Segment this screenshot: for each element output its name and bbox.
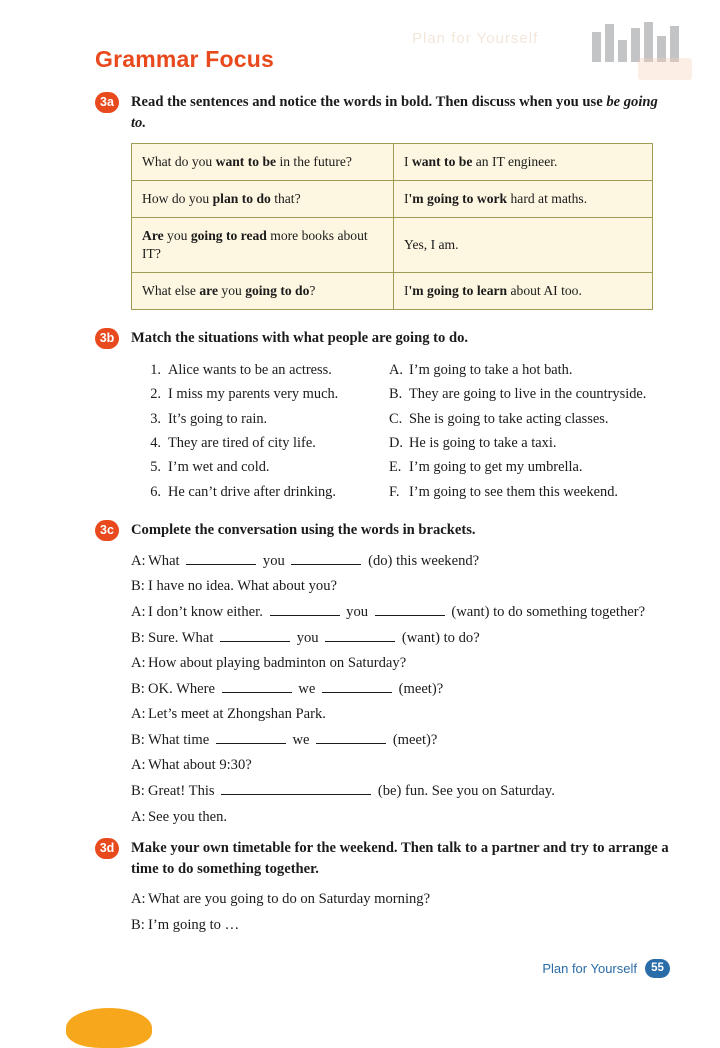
a-post: hard at maths. — [507, 191, 588, 207]
line-part: What — [148, 552, 184, 569]
list-item — [139, 382, 389, 406]
line-part: we — [294, 680, 319, 697]
speaker-label: A: — [131, 655, 146, 672]
a-pre: I — [404, 283, 409, 299]
item-number: 5. — [150, 459, 161, 476]
decorative-faint-text: Plan for Yourself — [412, 30, 539, 47]
speaker-label: A: — [131, 706, 146, 723]
qa-table-3a — [131, 143, 653, 310]
a-bold: 'm going to work — [408, 191, 508, 207]
table-row — [132, 181, 653, 218]
footer-unit-label: Plan for Yourself — [542, 961, 637, 976]
q-bold: are — [199, 283, 218, 299]
page-number-badge: 55 — [645, 959, 670, 978]
a-pre: I — [404, 154, 412, 170]
section-tag-3a: 3a — [95, 92, 119, 113]
item-text: He is going to take a taxi. — [409, 434, 557, 451]
section-tag-3b: 3b — [95, 328, 119, 349]
item-text: They are going to live in the countryside. — [409, 386, 647, 403]
match-right-column — [389, 358, 719, 504]
q-bold: want to be — [215, 154, 277, 170]
item-letter: F. — [389, 483, 400, 500]
q-bold: Are — [142, 228, 164, 244]
line-part: (want) to do something together? — [447, 603, 646, 620]
table-row — [132, 144, 653, 181]
conversation-line — [131, 549, 670, 575]
q-mid: you — [163, 228, 191, 244]
q-mid: you — [218, 283, 246, 299]
table-row — [132, 273, 653, 310]
item-letter: A. — [389, 361, 403, 378]
list-item — [389, 407, 719, 431]
q-post: that? — [270, 191, 301, 207]
line-part: Sure. What — [148, 629, 218, 646]
section-3b — [95, 328, 670, 510]
line-part: Great! This — [148, 783, 219, 800]
answer-blank[interactable] — [222, 679, 292, 693]
conversation-line — [131, 677, 670, 703]
line-part: I’m going to … — [148, 917, 240, 934]
conversation-line — [131, 651, 670, 677]
instruction-3a-text: Read the sentences and notice the words in bold. Then discuss when you use — [131, 94, 607, 110]
table-cell-question — [132, 273, 394, 310]
line-part: Let’s meet at Zhongshan Park. — [148, 706, 326, 723]
conversation-line — [131, 728, 670, 754]
list-item — [389, 382, 719, 406]
speaker-label: A: — [131, 808, 146, 825]
decorative-bars-icon — [592, 22, 684, 62]
instruction-3c: Complete the conversation using the words in brackets. — [131, 522, 476, 538]
item-text: I’m going to take a hot bath. — [409, 361, 573, 378]
conversation-3d — [131, 887, 670, 938]
answer-blank[interactable] — [291, 551, 361, 565]
line-part: What about 9:30? — [148, 757, 252, 774]
a-pre: I — [404, 191, 409, 207]
line-part: OK. Where — [148, 680, 219, 697]
q-post: in the future? — [276, 154, 352, 170]
item-number: 2. — [150, 386, 161, 403]
speaker-label: A: — [131, 891, 146, 908]
instruction-3a-emphasis: be going to. — [131, 94, 658, 131]
table-cell-question — [132, 144, 394, 181]
item-number: 6. — [150, 483, 161, 500]
item-letter: B. — [389, 386, 403, 403]
answer-blank[interactable] — [322, 679, 392, 693]
table-cell-answer — [394, 218, 653, 273]
line-part: (meet)? — [389, 731, 438, 748]
page-footer — [542, 959, 670, 978]
q-post: ? — [309, 283, 316, 299]
conversation-line — [131, 600, 670, 626]
q-bold2: going to do — [245, 283, 310, 299]
section-tag-3c: 3c — [95, 520, 119, 541]
page-title: Grammar Focus — [95, 46, 274, 72]
match-left-column — [139, 358, 389, 504]
list-item — [389, 455, 719, 479]
item-text: It’s going to rain. — [168, 410, 268, 427]
table-cell-question — [132, 218, 394, 273]
list-item — [139, 431, 389, 455]
section-3d — [95, 838, 670, 939]
list-item — [389, 358, 719, 382]
answer-blank[interactable] — [270, 602, 340, 616]
item-number: 4. — [150, 434, 161, 451]
line-part: I don’t know either. — [148, 603, 267, 620]
line-part: you — [342, 603, 372, 620]
answer-blank[interactable] — [216, 730, 286, 744]
line-part: we — [288, 731, 314, 748]
decorative-bottom-blob — [66, 1008, 152, 1048]
q-post: more books about IT? — [142, 228, 368, 262]
q-bold: plan to do — [212, 191, 271, 207]
speaker-label: B: — [131, 578, 145, 595]
decorative-smear — [638, 58, 692, 80]
instruction-3b: Match the situations with what people are going to do. — [131, 330, 469, 346]
conversation-line — [131, 753, 670, 779]
speaker-label: A: — [131, 757, 146, 774]
conversation-line — [131, 574, 670, 600]
a-post: about AI too. — [507, 283, 582, 299]
item-text: I’m wet and cold. — [168, 459, 270, 476]
item-text: She is going to take acting classes. — [409, 410, 609, 427]
q-pre: What do you — [142, 154, 216, 170]
table-cell-answer — [394, 273, 653, 310]
speaker-label: A: — [131, 603, 146, 620]
speaker-label: A: — [131, 552, 146, 569]
table-row — [132, 218, 653, 273]
item-text: They are tired of city life. — [168, 434, 316, 451]
speaker-label: B: — [131, 917, 145, 934]
answer-blank[interactable] — [316, 730, 386, 744]
item-text: I’m going to get my umbrella. — [409, 459, 583, 476]
item-letter: E. — [389, 459, 402, 476]
line-part: What are you going to do on Saturday morning? — [148, 891, 431, 908]
item-letter: C. — [389, 410, 403, 427]
list-item — [139, 480, 389, 504]
match-lists-3b — [131, 358, 670, 510]
line-part: (do) this weekend? — [364, 552, 480, 569]
line-part: (want) to do? — [398, 629, 480, 646]
line-part: I have no idea. What about you? — [148, 578, 337, 595]
line-part: (be) fun. See you on Saturday. — [374, 783, 555, 800]
conversation-line — [131, 805, 670, 831]
line-part: you — [293, 629, 323, 646]
q-pre: What else — [142, 283, 200, 299]
table-cell-answer — [394, 144, 653, 181]
speaker-label: B: — [131, 629, 145, 646]
line-part: What time — [148, 731, 213, 748]
conversation-line — [131, 702, 670, 728]
section-3a — [95, 92, 670, 310]
table-cell-answer — [394, 181, 653, 218]
line-part: you — [259, 552, 289, 569]
list-item — [389, 431, 719, 455]
item-number: 1. — [150, 361, 161, 378]
line-part: See you then. — [148, 808, 228, 825]
answer-blank[interactable] — [186, 551, 256, 565]
conversation-line — [131, 626, 670, 652]
list-item — [139, 407, 389, 431]
a-bold: want to be — [411, 154, 473, 170]
speaker-label: B: — [131, 680, 145, 697]
speaker-label: B: — [131, 783, 145, 800]
a-post: an IT engineer. — [472, 154, 558, 170]
answer-blank[interactable] — [325, 628, 395, 642]
item-text: I’m going to see them this weekend. — [409, 483, 619, 500]
conversation-line — [131, 913, 670, 939]
item-letter: D. — [389, 434, 403, 451]
list-item — [139, 358, 389, 382]
q-pre: How do you — [142, 191, 213, 207]
conversation-line — [131, 779, 670, 805]
answer-blank[interactable] — [221, 781, 371, 795]
line-part: (meet)? — [394, 680, 444, 697]
decorative-header-art — [412, 22, 692, 76]
conversation-line — [131, 887, 670, 913]
a-bold: 'm going to learn — [408, 283, 508, 299]
instruction-3d: Make your own timetable for the weekend. Then talk to a partner and try to arrange a time to do something together. — [131, 840, 669, 877]
a-pre: Yes, I am. — [404, 237, 459, 253]
q-bold2: going to read — [190, 228, 267, 244]
conversation-3c — [131, 549, 670, 831]
section-3c — [95, 520, 670, 830]
item-number: 3. — [150, 410, 161, 427]
speaker-label: B: — [131, 731, 145, 748]
item-text: Alice wants to be an actress. — [168, 361, 332, 378]
list-item — [389, 480, 719, 504]
table-cell-question — [132, 181, 394, 218]
item-text: I miss my parents very much. — [168, 386, 339, 403]
answer-blank[interactable] — [375, 602, 445, 616]
instruction-3a — [131, 92, 670, 133]
list-item — [139, 455, 389, 479]
item-text: He can’t drive after drinking. — [168, 483, 336, 500]
answer-blank[interactable] — [220, 628, 290, 642]
line-part: How about playing badminton on Saturday? — [148, 655, 407, 672]
section-tag-3d: 3d — [95, 838, 119, 859]
